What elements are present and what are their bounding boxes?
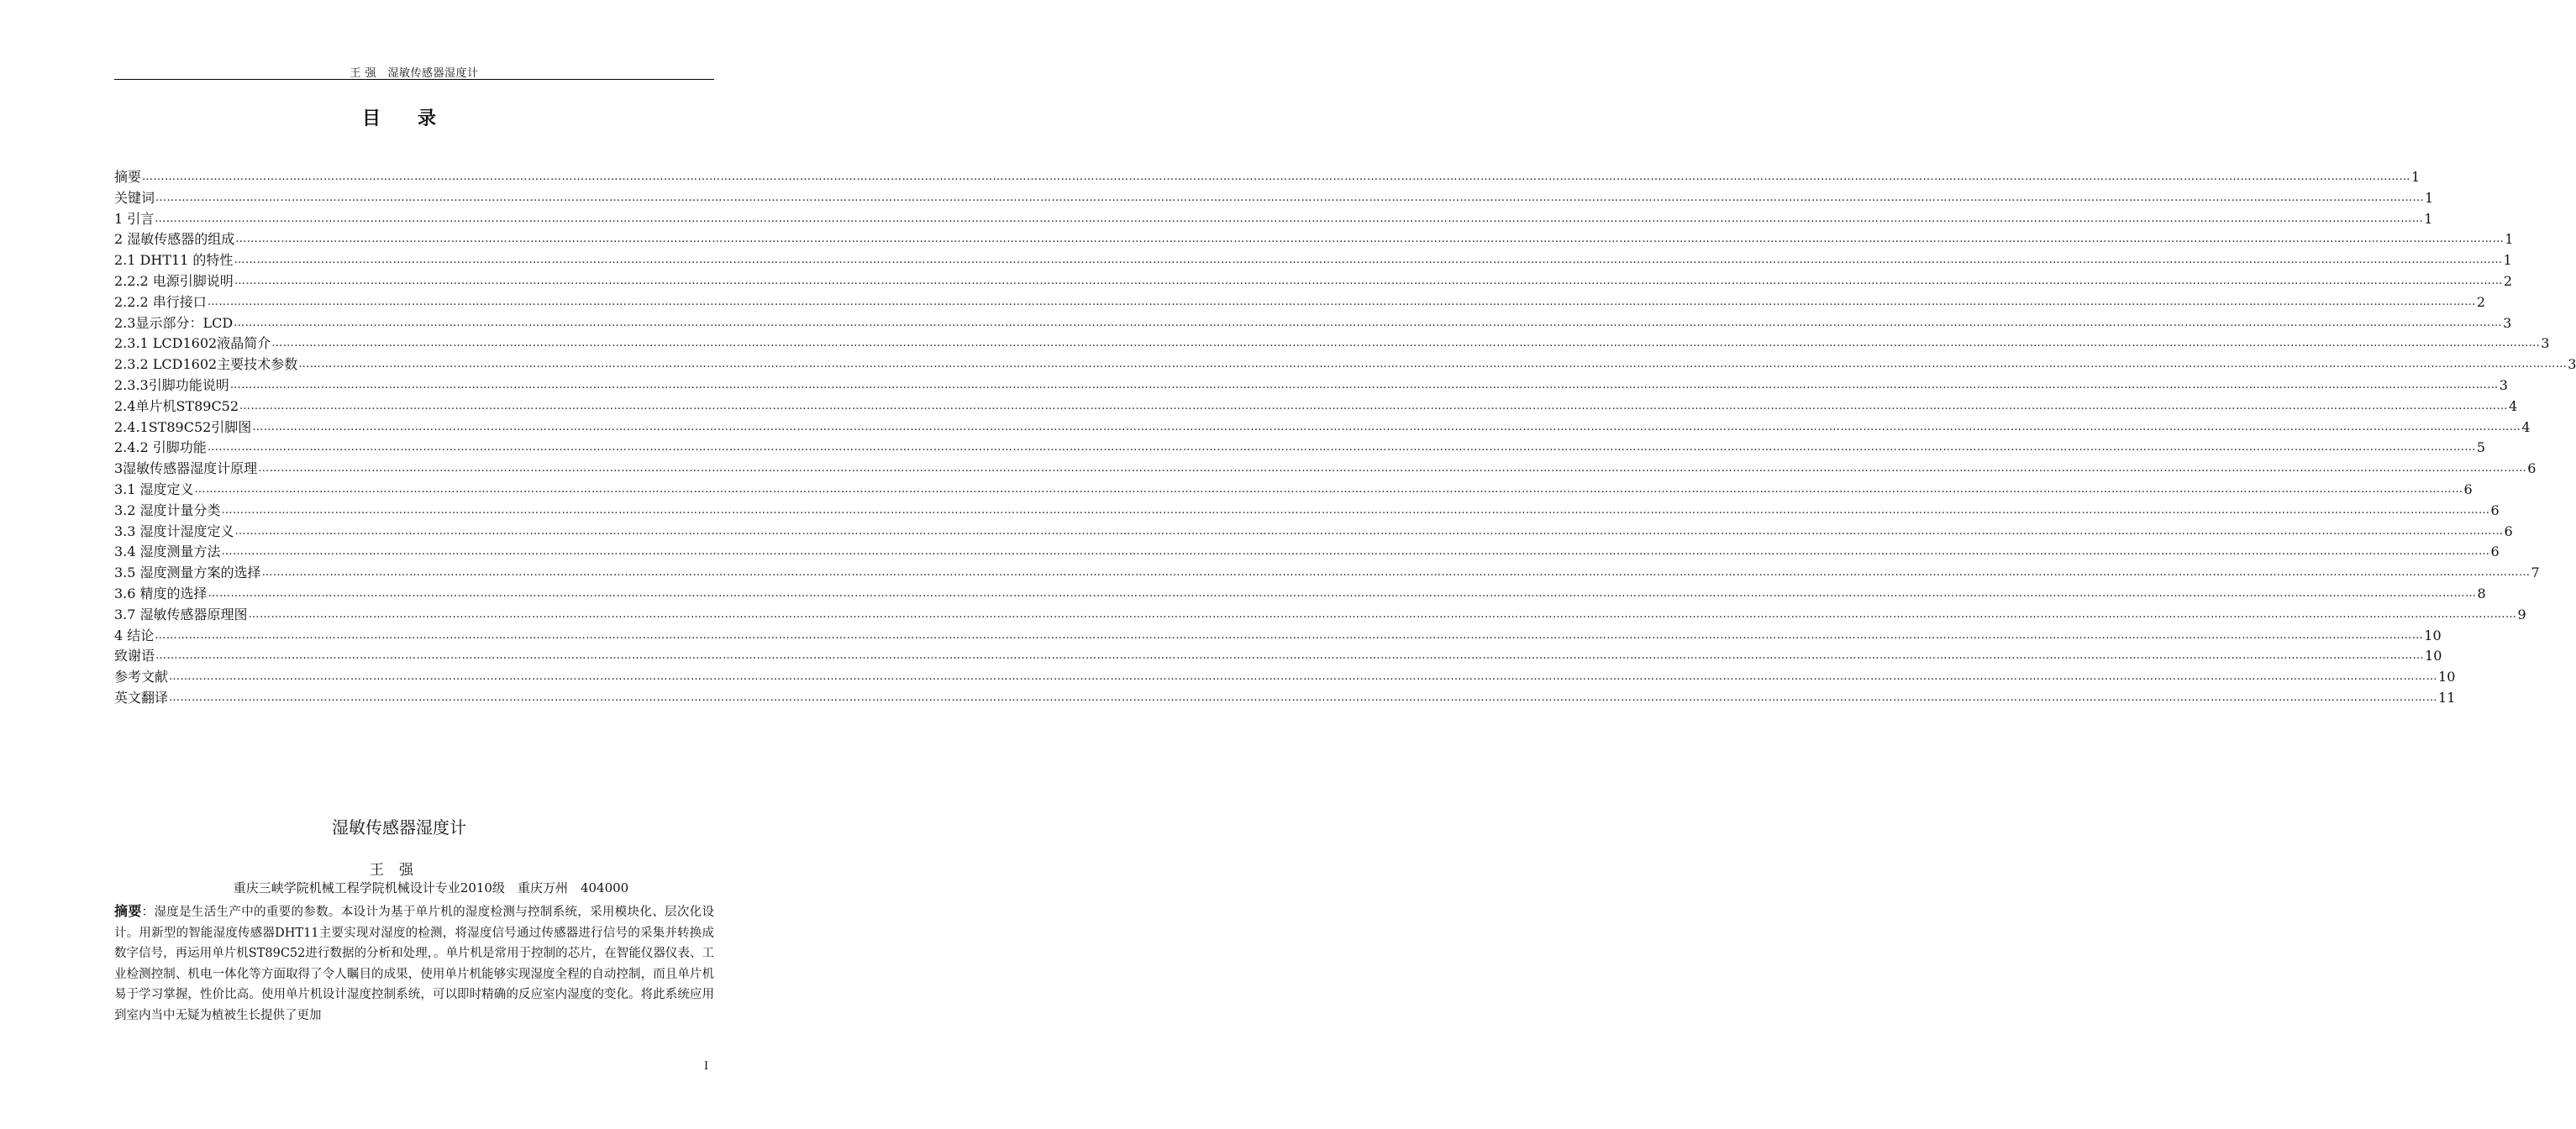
- toc-entry-label: 2.4.1ST89C52引脚图: [114, 418, 252, 435]
- toc-entry-label: 3.2 湿度计量分类: [114, 501, 221, 518]
- header-rule: [114, 79, 714, 80]
- toc-dot-leader: ……………………………………………………………………………………………………………………………………………………………………………………………………………………………………………………………………………………………………………………………………………………………………………………………………………………………………………………………………………………………………………………………………………………: [261, 566, 2531, 580]
- toc-entry: [114, 209, 2433, 230]
- toc-entry-label: 3.3 湿度计湿度定义: [114, 522, 234, 539]
- toc-dot-leader: ……………………………………………………………………………………………………………………………………………………………………………………………………………………………………………………………………………………………………………………………………………………………………………………………………………………………………………………………………………………………………………………………………………………: [234, 524, 2504, 538]
- toc-entry: [114, 188, 2434, 209]
- toc-entry-page: 6: [2490, 543, 2500, 560]
- toc-dot-leader: ……………………………………………………………………………………………………………………………………………………………………………………………………………………………………………………………………………………………………………………………………………………………………………………………………………………………………………………………………………………………………………………………………………………: [234, 274, 2503, 287]
- toc-entry: [114, 229, 2514, 250]
- toc-entry-page: 5: [2476, 439, 2485, 456]
- toc-entry: [114, 480, 2473, 501]
- toc-entry-page: 6: [2504, 522, 2513, 539]
- toc-entry: [114, 605, 2526, 626]
- toc-entry-label: 摘要: [114, 169, 142, 185]
- toc-entry: [114, 375, 2508, 396]
- toc-entry-page: 1: [2503, 252, 2512, 269]
- toc-entry: [114, 584, 2486, 605]
- toc-entry: [114, 646, 2442, 667]
- toc-dot-leader: ……………………………………………………………………………………………………………………………………………………………………………………………………………………………………………………………………………………………………………………………………………………………………………………………………………………………………………………………………………………………………………………………………………………: [169, 670, 2438, 684]
- toc-entry-label: 3.1 湿度定义: [114, 480, 194, 497]
- abstract-label: 摘要: [114, 903, 142, 919]
- toc-dot-leader: ……………………………………………………………………………………………………………………………………………………………………………………………………………………………………………………………………………………………………………………………………………………………………………………………………………………………………………………………………………………………………………………………………………………: [155, 191, 2425, 204]
- toc-entry-label: 4 结论: [114, 627, 155, 643]
- toc-entry-page: 1: [2411, 169, 2421, 185]
- toc-entry-label: 参考文献: [114, 669, 169, 685]
- toc-entry-page: 9: [2517, 606, 2526, 622]
- toc-entry: [114, 396, 2518, 417]
- toc-entry-page: 6: [2490, 501, 2500, 518]
- toc-entry-page: 2: [2503, 272, 2512, 289]
- toc-dot-leader: ……………………………………………………………………………………………………………………………………………………………………………………………………………………………………………………………………………………………………………………………………………………………………………………………………………………………………………………………………………………………………………………………………………………: [207, 441, 2476, 454]
- toc-entry-label: 2.4.2 引脚功能: [114, 439, 207, 456]
- toc-entry-label: 2.2.2 电源引脚说明: [114, 272, 234, 289]
- toc-dot-leader: ……………………………………………………………………………………………………………………………………………………………………………………………………………………………………………………………………………………………………………………………………………………………………………………………………………………………………………………………………………………………………………………………………………………: [155, 212, 2424, 225]
- toc-entry-label: 3湿敏传感器湿度计原理: [114, 460, 258, 477]
- toc-dot-leader: ……………………………………………………………………………………………………………………………………………………………………………………………………………………………………………………………………………………………………………………………………………………………………………………………………………………………………………………………………………………………………………………………………………………: [234, 316, 2503, 329]
- toc-entry-label: 2.4单片机ST89C52: [114, 397, 239, 414]
- abstract: [114, 901, 714, 1026]
- toc-dot-leader: ……………………………………………………………………………………………………………………………………………………………………………………………………………………………………………………………………………………………………………………………………………………………………………………………………………………………………………………………………………………………………………………………………………………: [208, 586, 2477, 600]
- toc-entry: [114, 271, 2512, 292]
- running-header: 王 强 湿敏传感器湿度计: [350, 67, 479, 80]
- toc-dot-leader: ……………………………………………………………………………………………………………………………………………………………………………………………………………………………………………………………………………………………………………………………………………………………………………………………………………………………………………………………………………………………………………………………………………………: [229, 378, 2499, 391]
- toc-dot-leader: ……………………………………………………………………………………………………………………………………………………………………………………………………………………………………………………………………………………………………………………………………………………………………………………………………………………………………………………………………………………………………………………………………………………: [258, 462, 2527, 475]
- toc-entry-page: 3: [2541, 335, 2550, 352]
- toc-entry: [114, 522, 2513, 543]
- toc-dot-leader: ……………………………………………………………………………………………………………………………………………………………………………………………………………………………………………………………………………………………………………………………………………………………………………………………………………………………………………………………………………………………………………………………………………………: [194, 482, 2463, 496]
- toc-dot-leader: ……………………………………………………………………………………………………………………………………………………………………………………………………………………………………………………………………………………………………………………………………………………………………………………………………………………………………………………………………………………………………………………………………………………: [271, 337, 2541, 350]
- toc-title-part2: 录: [418, 108, 437, 129]
- toc-entry-page: 1: [2425, 189, 2434, 206]
- toc-entry-page: 4: [2521, 418, 2531, 435]
- toc-entry-label: 2.3.3引脚功能说明: [114, 376, 229, 393]
- toc-dot-leader: ……………………………………………………………………………………………………………………………………………………………………………………………………………………………………………………………………………………………………………………………………………………………………………………………………………………………………………………………………………………………………………………………………………………: [252, 420, 2521, 433]
- toc-entry-page: 6: [2463, 480, 2473, 497]
- toc-entry-page: 10: [2425, 648, 2442, 664]
- toc-entry: [114, 354, 2576, 375]
- toc-dot-leader: ……………………………………………………………………………………………………………………………………………………………………………………………………………………………………………………………………………………………………………………………………………………………………………………………………………………………………………………………………………………………………………………………………………………: [239, 399, 2509, 412]
- toc-dot-leader: ……………………………………………………………………………………………………………………………………………………………………………………………………………………………………………………………………………………………………………………………………………………………………………………………………………………………………………………………………………………………………………………………………………………: [142, 171, 2411, 183]
- toc-entry-label: 3.4 湿度测量方法: [114, 543, 221, 560]
- toc-entry: [114, 438, 2485, 459]
- toc-entry-page: 10: [2438, 669, 2456, 685]
- toc-entry-label: 2.3.2 LCD1602主要技术参数: [114, 356, 298, 373]
- toc-entry-page: 3: [2503, 314, 2512, 331]
- toc-entry-page: 3: [2568, 356, 2576, 373]
- toc-dot-leader: ……………………………………………………………………………………………………………………………………………………………………………………………………………………………………………………………………………………………………………………………………………………………………………………………………………………………………………………………………………………………………………………………………………………: [248, 607, 2517, 621]
- toc-entry: [114, 313, 2512, 334]
- toc-dot-leader: ……………………………………………………………………………………………………………………………………………………………………………………………………………………………………………………………………………………………………………………………………………………………………………………………………………………………………………………………………………………………………………………………………………………: [155, 649, 2425, 663]
- toc-entry: [114, 333, 2550, 354]
- toc-entry: [114, 292, 2485, 313]
- toc-entry: [114, 688, 2456, 709]
- toc-entry-label: 3.7 湿敏传感器原理图: [114, 606, 248, 622]
- toc-entry: [114, 626, 2442, 647]
- toc-entry-page: 2: [2476, 293, 2485, 310]
- toc-dot-leader: ……………………………………………………………………………………………………………………………………………………………………………………………………………………………………………………………………………………………………………………………………………………………………………………………………………………………………………………………………………………………………………………………………………………: [207, 295, 2476, 308]
- toc-entry: [114, 417, 2531, 438]
- toc-entry-page: 4: [2509, 397, 2518, 414]
- toc-entry-page: 11: [2438, 689, 2456, 706]
- toc-entry-page: 1: [2424, 210, 2433, 227]
- author-affiliation: 重庆三峡学院机械工程学院机械设计专业2010级 重庆万州 404000: [233, 880, 629, 895]
- toc-entry-label: 关键词: [114, 189, 155, 206]
- toc-entry: [114, 459, 2537, 480]
- toc-entry-page: 7: [2531, 564, 2540, 581]
- page-number: I: [704, 1060, 709, 1073]
- toc-entry: [114, 542, 2500, 563]
- toc-entry-label: 2.1 DHT11 的特性: [114, 252, 234, 269]
- toc-entry: [114, 563, 2540, 584]
- toc-entry-page: 1: [2505, 231, 2514, 248]
- paper-title: 湿敏传感器湿度计: [332, 817, 466, 838]
- toc-title: [0, 104, 798, 130]
- author-name: 王强: [370, 862, 428, 879]
- toc-entry-page: 10: [2424, 627, 2442, 643]
- toc-entry-label: 3.5 湿度测量方案的选择: [114, 564, 261, 581]
- toc-entry-label: 2 湿敏传感器的组成: [114, 231, 235, 248]
- abstract-text: ：湿度是生活生产中的重要的参数。本设计为基于单片机的湿度检测与控制系统，采用模块化、层次化设计。用新型的智能湿度传感器DHT11主要实现对湿度的检测，将湿度信号通过传感器进行信号的采集并转换成数字信号，再运用单片机ST89C52进行数据的分析和处理，。单片机是常用于控制的芯片，在智能仪器仪表、工业检测控制、机电一体化等方面取得了令人瞩目的成果，使用单片机能够实现湿度全程的自动控制，而且单片机易于学习掌握，性价比高。使用单片机设计湿度控制系统，可以即时精确的反应室内湿度的变化。将此系统应用到室内当中无疑为植被生长提供了更加: [114, 906, 714, 1022]
- toc-dot-leader: ……………………………………………………………………………………………………………………………………………………………………………………………………………………………………………………………………………………………………………………………………………………………………………………………………………………………………………………………………………………………………………………………………………………: [169, 691, 2438, 704]
- toc-entry: [114, 501, 2500, 522]
- toc-entry-label: 2.3.1 LCD1602液晶简介: [114, 335, 271, 352]
- toc-dot-leader: ……………………………………………………………………………………………………………………………………………………………………………………………………………………………………………………………………………………………………………………………………………………………………………………………………………………………………………………………………………………………………………………………………………………: [298, 358, 2568, 371]
- toc-entry: [114, 250, 2512, 271]
- toc-dot-leader: ……………………………………………………………………………………………………………………………………………………………………………………………………………………………………………………………………………………………………………………………………………………………………………………………………………………………………………………………………………………………………………………………………………………: [155, 628, 2424, 642]
- toc-dot-leader: ……………………………………………………………………………………………………………………………………………………………………………………………………………………………………………………………………………………………………………………………………………………………………………………………………………………………………………………………………………………………………………………………………………………: [235, 233, 2505, 246]
- toc-entry-label: 3.6 精度的选择: [114, 585, 208, 601]
- toc-entry-label: 1 引言: [114, 210, 155, 227]
- toc-entry-label: 2.2.2 串行接口: [114, 293, 207, 310]
- toc-entry-page: 6: [2527, 460, 2537, 477]
- toc-entry-label: 英文翻译: [114, 689, 169, 706]
- toc-dot-leader: ……………………………………………………………………………………………………………………………………………………………………………………………………………………………………………………………………………………………………………………………………………………………………………………………………………………………………………………………………………………………………………………………………………………: [234, 254, 2503, 267]
- toc-entry-page: 8: [2477, 585, 2486, 601]
- toc-entry-label: 致谢语: [114, 648, 155, 664]
- toc-dot-leader: ……………………………………………………………………………………………………………………………………………………………………………………………………………………………………………………………………………………………………………………………………………………………………………………………………………………………………………………………………………………………………………………………………………………: [221, 503, 2490, 517]
- table-of-contents: [114, 167, 2576, 709]
- toc-dot-leader: ……………………………………………………………………………………………………………………………………………………………………………………………………………………………………………………………………………………………………………………………………………………………………………………………………………………………………………………………………………………………………………………………………………………: [221, 545, 2490, 559]
- toc-entry: [114, 667, 2456, 688]
- toc-title-part1: 目: [361, 108, 381, 129]
- toc-entry-page: 3: [2499, 376, 2508, 393]
- toc-entry: [114, 167, 2421, 188]
- toc-entry-label: 2.3显示部分：LCD: [114, 314, 234, 331]
